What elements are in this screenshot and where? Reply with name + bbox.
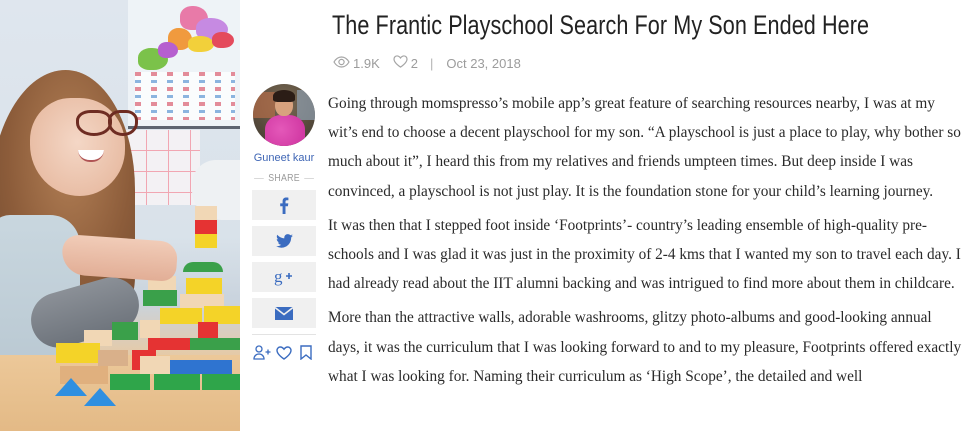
- share-facebook-button[interactable]: [252, 190, 316, 220]
- google-plus-icon: [274, 268, 294, 286]
- like-button[interactable]: [274, 346, 294, 364]
- glasses: [108, 110, 138, 136]
- article-paragraph: Going through momspresso’s mobile app’s great feature of searching resources nearby, I was at my wit’s end to choose a decent playschool for my son. “A playschool is just a place to play, why bother so much about it”, I heard this from my relatives and friends umpteen times. But deep inside I was convinced, a playschool is not just play. It is the foundation stone for your child’s learning journey.: [328, 95, 961, 200]
- views-count: 1.9K: [333, 56, 380, 71]
- follow-author-button[interactable]: [252, 346, 272, 364]
- divider-line: [254, 178, 264, 179]
- share-google-plus-button[interactable]: [252, 262, 316, 292]
- article-actions: [252, 346, 316, 364]
- publish-date: Oct 23, 2018: [446, 55, 521, 71]
- article-paragraph: More than the attractive walls, adorable washrooms, glitzy photo-albums and good-looking annual days, it was the curriculum that I was looking forward to and to my pleasure, Footprints offered exactly what I was looking for. Naming their curriculum as ‘High Scope’, the detailed and well: [328, 309, 962, 385]
- email-icon: [275, 307, 293, 320]
- article-paragraph: It was then that I stepped foot inside ‘Footprints’- country’s leading ensemble of high-quality pre-schools and I was glad it was just in the proximity of 2-4 kms that I wanted my son to travel each day. I had already read about the IIT alumni backing and was intrigued to find more about them in childcare.: [328, 216, 961, 293]
- facebook-icon: [279, 197, 289, 214]
- twitter-icon: [276, 234, 293, 248]
- eye-icon: [333, 56, 350, 71]
- svg-text:g: g: [274, 268, 283, 286]
- divider-line: [304, 178, 314, 179]
- article-body: [328, 89, 963, 396]
- author-sidebar: [250, 84, 318, 364]
- article-meta: [333, 55, 521, 71]
- meta-separator: |: [429, 55, 434, 71]
- share-label: SHARE: [268, 173, 300, 184]
- share-email-button[interactable]: [252, 298, 316, 328]
- heart-icon: [393, 55, 408, 71]
- heart-icon: [276, 346, 292, 365]
- likes-count: 2: [393, 55, 418, 71]
- add-user-icon: [253, 345, 271, 365]
- share-twitter-button[interactable]: [252, 226, 316, 256]
- flag-chart: [135, 72, 235, 120]
- hero-photo: [0, 0, 240, 431]
- author-name-link[interactable]: Guneet kaur: [253, 152, 315, 164]
- bookmark-icon: [300, 345, 312, 365]
- bookmark-button[interactable]: [296, 346, 316, 364]
- glasses: [76, 110, 112, 136]
- share-heading: [254, 173, 314, 184]
- author-avatar[interactable]: [253, 84, 315, 146]
- article-title: The Frantic Playschool Search For My Son Ended Here: [332, 10, 870, 40]
- sidebar-divider: [252, 334, 316, 335]
- wall-grid: [125, 130, 200, 205]
